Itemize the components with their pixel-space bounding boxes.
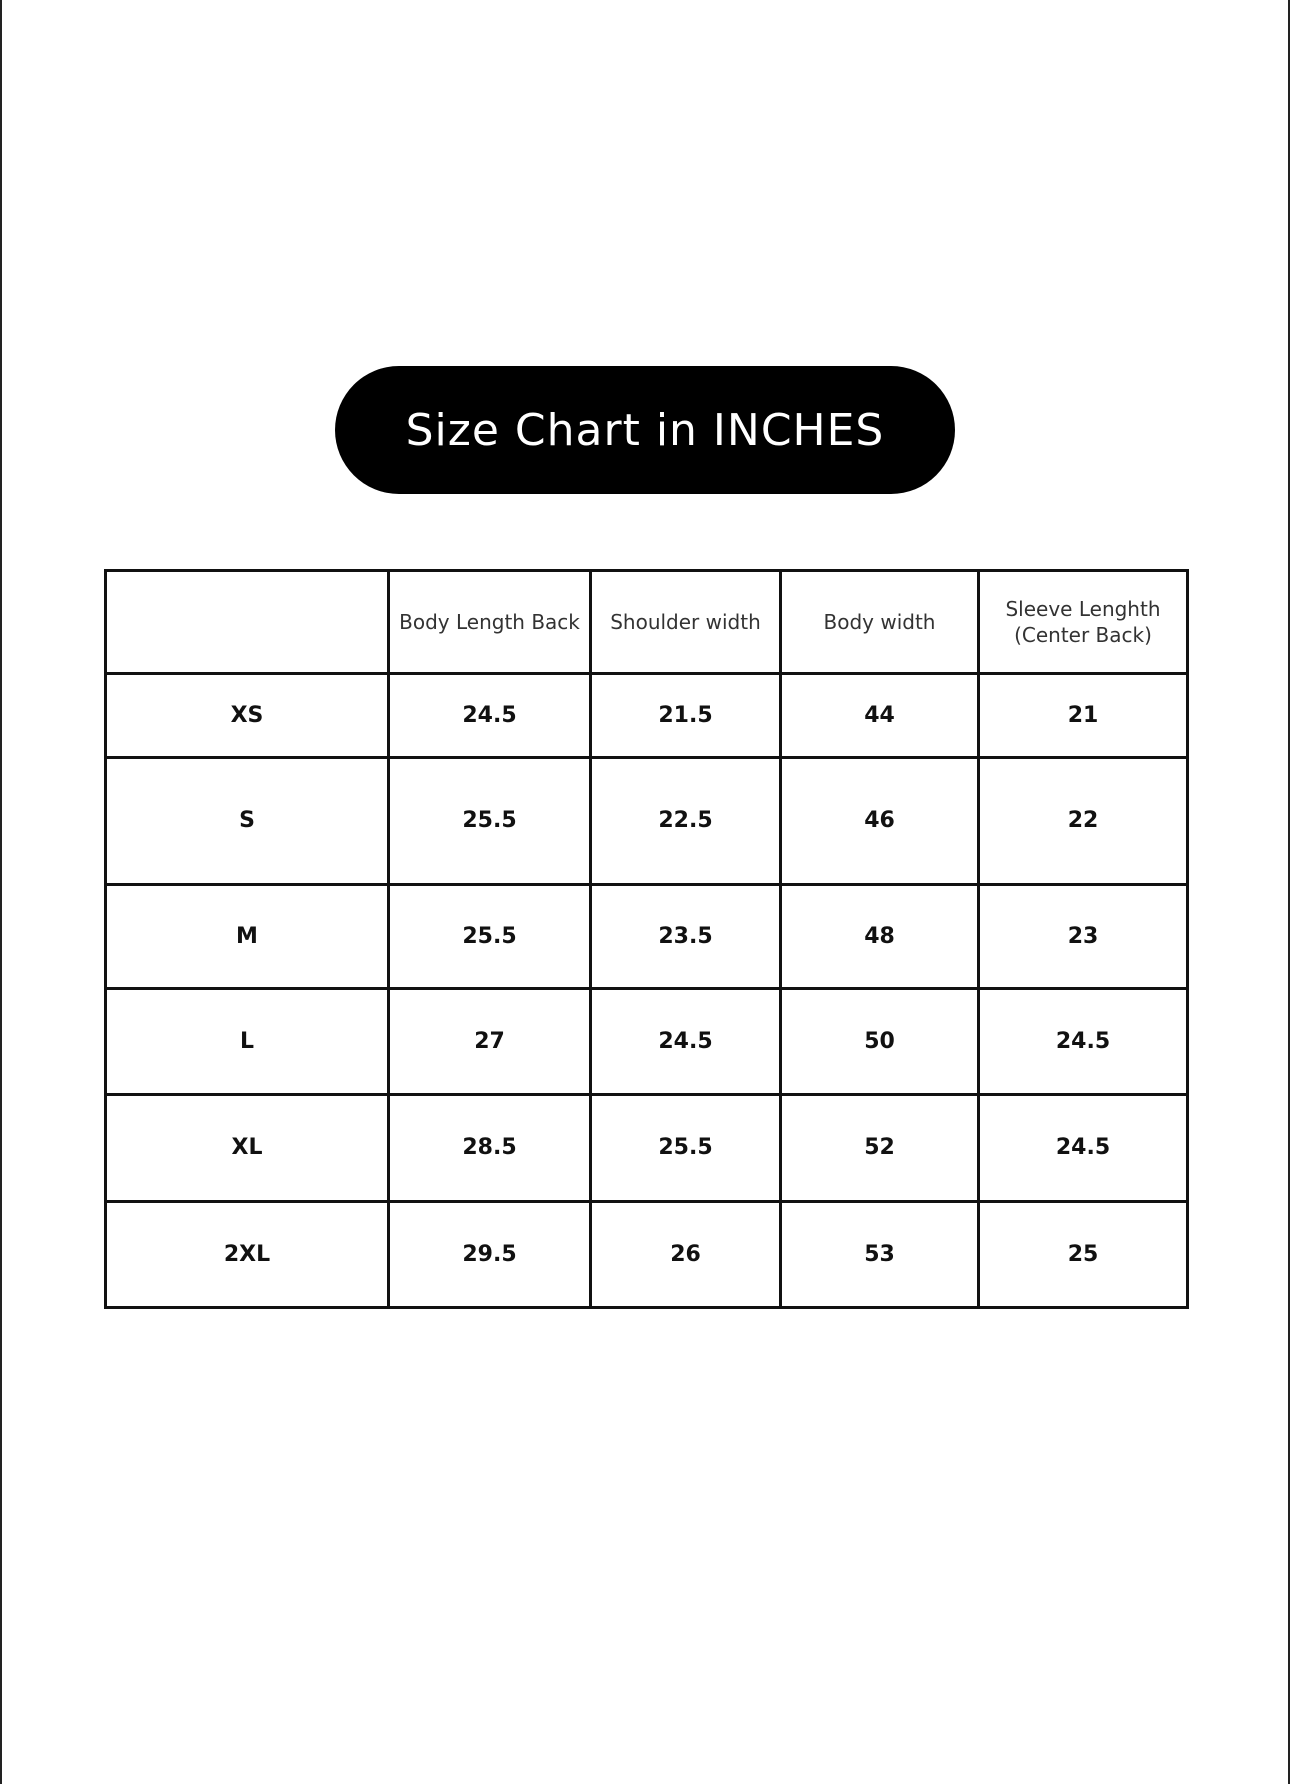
- cell-body-length-back: 28.5: [389, 1095, 591, 1201]
- cell-body-length-back: 27: [389, 988, 591, 1094]
- cell-body-width: 48: [781, 884, 979, 988]
- cell-sleeve-length: 23: [979, 884, 1188, 988]
- header-body-length-back: Body Length Back: [389, 571, 591, 674]
- cell-size: M: [106, 884, 389, 988]
- cell-size: S: [106, 758, 389, 884]
- cell-sleeve-length: 21: [979, 674, 1188, 758]
- cell-body-width: 53: [781, 1201, 979, 1307]
- page-title-text: Size Chart in INCHES: [405, 404, 885, 456]
- header-shoulder-width: Shoulder width: [591, 571, 781, 674]
- header-sleeve-length-line1: Sleeve Lenghth: [1005, 597, 1161, 621]
- size-chart-table: [104, 569, 1189, 1309]
- cell-body-length-back: 24.5: [389, 674, 591, 758]
- cell-body-width: 50: [781, 988, 979, 1094]
- cell-shoulder-width: 23.5: [591, 884, 781, 988]
- cell-shoulder-width: 22.5: [591, 758, 781, 884]
- cell-sleeve-length: 24.5: [979, 1095, 1188, 1201]
- cell-size: XL: [106, 1095, 389, 1201]
- cell-sleeve-length: 22: [979, 758, 1188, 884]
- cell-body-length-back: 25.5: [389, 758, 591, 884]
- header-size: [106, 571, 389, 674]
- page-title: [335, 366, 955, 494]
- header-sleeve-length-line2: (Center Back): [1014, 623, 1152, 647]
- cell-shoulder-width: 21.5: [591, 674, 781, 758]
- cell-size: XS: [106, 674, 389, 758]
- table-row: [106, 1201, 1188, 1307]
- cell-body-width: 46: [781, 758, 979, 884]
- cell-body-length-back: 25.5: [389, 884, 591, 988]
- table-row: [106, 674, 1188, 758]
- cell-shoulder-width: 26: [591, 1201, 781, 1307]
- cell-sleeve-length: 25: [979, 1201, 1188, 1307]
- table-row: [106, 884, 1188, 988]
- cell-shoulder-width: 24.5: [591, 988, 781, 1094]
- header-body-width: Body width: [781, 571, 979, 674]
- cell-size: L: [106, 988, 389, 1094]
- cell-body-length-back: 29.5: [389, 1201, 591, 1307]
- cell-shoulder-width: 25.5: [591, 1095, 781, 1201]
- table-header-row: [106, 571, 1188, 674]
- table-row: [106, 758, 1188, 884]
- cell-body-width: 52: [781, 1095, 979, 1201]
- table-row: [106, 1095, 1188, 1201]
- cell-sleeve-length: 24.5: [979, 988, 1188, 1094]
- cell-size: 2XL: [106, 1201, 389, 1307]
- table-row: [106, 988, 1188, 1094]
- header-sleeve-length: [979, 571, 1188, 674]
- cell-body-width: 44: [781, 674, 979, 758]
